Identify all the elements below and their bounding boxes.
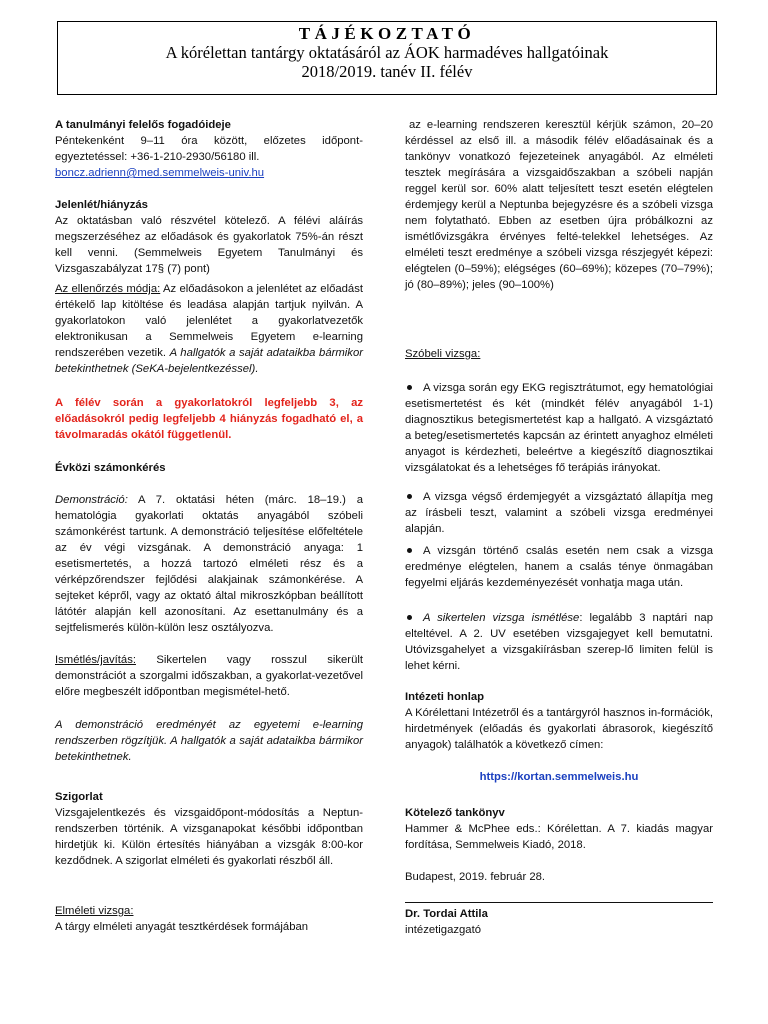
- demonstration-result-note: A demonstráció eredményét az egyetemi e-learning rendszerben rögzítjük. A hallgatók a saját adataikba bármikor betekinthetnek.: [55, 719, 363, 763]
- website-link-line: [405, 769, 713, 785]
- theory-exam-continued: az e-learning rendszeren keresztül kérjük számon, 20–20 kérdéssel az első ill. a második félév előadásainak és a tankönyv vonatkozó fejezeteinek anyagából. Az elméleti tesztek megírására a vizsgaidőszakban a szóbeli napján reggel kerül sor. 60% alatt teljesített teszt esetén elégtelen érdemjegy kerül a Neptunba bejegyzésre és a szóbeli vizsga nem folytatható. Ebben az esetben újra próbálkozni az ismétlővizsgákra érvényes felté-telekkel lehetséges. Az elméleti teszt eredménye a szóbeli vizsga részjegyét képezi: elégtelen (0–59%); elégséges (60–69%); közepes (70–79%); jó (80–89%); jeles (90–100%): [405, 119, 713, 291]
- attendance-check-text: Az előadásokon a jelenlétet az előadást értékelő lap kitöltése és leadása alapján tartjuk nyilván. A gyakorlatokon való jelenlétet a gyakorlatvezetők elektronikusan a Semmelweis Egyetem e-learning rendszerében vezetik.: [55, 283, 363, 359]
- demonstration-paragraph: [55, 492, 363, 636]
- document-title: TÁJÉKOZTATÓ: [298, 24, 476, 43]
- retake-label: Ismétlés/javítás:: [55, 654, 136, 666]
- attendance-check-paragraph: [55, 281, 363, 377]
- contact-email-link[interactable]: boncz.adrienn@med.semmelweis-univ.hu: [55, 167, 265, 179]
- office-hours-text: Péntekenként 9–11 óra között, előzetes időpont-egyeztetéssel: +36-1-210-2930/56180 ill.: [55, 135, 363, 163]
- signer-name: Dr. Tordai Attila: [405, 908, 488, 920]
- midterm-heading: Évközi számonkérés: [55, 462, 166, 474]
- final-exam-text: Vizsgajelentkezés és vizsgaidőpont-módosítás a Neptun-rendszerben történik. A vizsganapokat későbbi időpontban hirdetjük ki. Külön értesítés hiányában a vizsgák 8:00-kor kezdődnek. A szigorlat elméleti és gyakorlati részből áll.: [55, 807, 363, 867]
- demonstration-text: A 7. oktatási héten (márc. 18–19.) a hematológia gyakorlati oktatás anyagából szóbeli számonkérést tartunk. A demonstráció teljesítése előfeltétele az év végi vizsgának. A demonstráció anyaga: 1 esetismertetés, a hozzá tartozó elméleti rész és a vérképzőrendszer fejlődési alakjainak számonkérése. A sejteket képről, vagy az oktató által mikroszkópban beállított látótér alapján kell azonosítani. Az esettanulmány és a sejtfelismerés külön-külön lesz osztályozva.: [55, 494, 363, 634]
- document-subtitle: A kórélettan tantárgy oktatásáról az ÁOK harmadéves hallgatóinak: [165, 43, 609, 62]
- oral-exam-heading: Szóbeli vizsga:: [405, 348, 481, 360]
- oral-exam-bullet: [405, 610, 713, 674]
- document-term: 2018/2019. tanév II. félév: [301, 62, 473, 81]
- document-date: Budapest, 2019. február 28.: [405, 871, 546, 883]
- oral-exam-bullet-text: A vizsga végső érdemjegyét a vizsgáztató állapítja meg az írásbeli teszt, valamint a szóbeli vizsga eredményei alapján.: [405, 491, 713, 535]
- oral-exam-bullet: [405, 543, 713, 591]
- signature-line: [405, 902, 713, 903]
- exam-retake-label: A sikertelen vizsga ismétlése: [423, 612, 580, 624]
- demonstration-label: Demonstráció:: [55, 494, 128, 506]
- bullet-icon: [407, 615, 412, 620]
- bullet-icon: [407, 385, 412, 390]
- theory-exam-heading: Elméleti vizsga:: [55, 905, 134, 917]
- attendance-check-note: A hallgatók a saját adataikba bármikor betekinthetnek (SeKA-bejelentkezéssel).: [55, 347, 363, 375]
- attendance-text: Az oktatásban való részvétel kötelező. A félévi aláírás megszerzéséhez az előadások és gyakorlatok 75%-án részt kell venni. (Semmelweis Egyetem Tanulmányi és Vizsgaszabályzat 17§ (7) pont): [55, 215, 363, 275]
- office-hours-email-line: [55, 165, 363, 181]
- oral-exam-bullet: [405, 380, 713, 476]
- signer-title: intézetigazgató: [405, 924, 481, 936]
- oral-exam-bullet: [405, 489, 713, 537]
- retake-text: Sikertelen vagy rosszul sikerült demonstrációt a szorgalmi időszakban, a gyakorlat-vezetővel előre megbeszélt időpontban megismétel-hető.: [55, 654, 363, 698]
- exam-retake-text: : legalább 3 naptári nap elteltével. A 2. UV esetében vizsgajegyet kell bemutatni. Utóvizsgahelyet a vizsgakiírásban szerep-lő limiten felül is lehet kérni.: [405, 612, 713, 672]
- bullet-icon: [407, 494, 412, 499]
- retake-paragraph: [55, 652, 363, 700]
- oral-exam-bullet-text: A vizsgán történő csalás esetén nem csak a vizsga eredménye elégtelen, hanem a csalás ténye önmagában fegyelmi eljárás kezdeményezését vonhatja maga után.: [405, 545, 713, 589]
- website-heading: Intézeti honlap: [405, 691, 485, 703]
- document-header: [57, 21, 717, 95]
- attendance-check-label: Az ellenőrzés módja:: [55, 283, 161, 295]
- bullet-icon: [407, 548, 412, 553]
- textbook-heading: Kötelező tankönyv: [405, 807, 505, 819]
- oral-exam-bullet-text: A vizsga során egy EKG regisztrátumot, egy hematológiai esetismertetést és két (mindkét félév anyagából 1-1) diagnosztikus betegismertetést kap a hallgató. A vizsgáztató a beteg/esetismertetés kapcsán az érintett anyaghoz elméleti anyagot is kérdezheti, beleértve a kiegészítő diagnosztikai vizsgálatokat és a lehetséges fő terápiás irányokat.: [405, 382, 713, 474]
- website-link[interactable]: https://kortan.semmelweis.hu: [479, 771, 639, 783]
- textbook-text: Hammer & McPhee eds.: Kórélettan. A 7. kiadás magyar fordítása, Semmelweis Kiadó, 2018.: [405, 823, 713, 851]
- office-hours-heading: A tanulmányi felelős fogadóideje: [55, 119, 231, 131]
- final-exam-heading: Szigorlat: [55, 791, 103, 803]
- absence-limit-notice: A félév során a gyakorlatokról legfeljebb 3, az előadásokról pedig legfeljebb 4 hiányzás fogadható el, a távolmaradás okától függetlenül.: [55, 397, 363, 441]
- theory-exam-text: A tárgy elméleti anyagát tesztkérdések formájában: [55, 921, 309, 933]
- website-text: A Kórélettani Intézetről és a tantárgyról hasznos in-formációk, hirdetmények (előadás és gyakorlati ábrasorok, kiegészítő anyagok) találhatók a következő címen:: [405, 707, 713, 751]
- attendance-heading: Jelenlét/hiányzás: [55, 199, 148, 211]
